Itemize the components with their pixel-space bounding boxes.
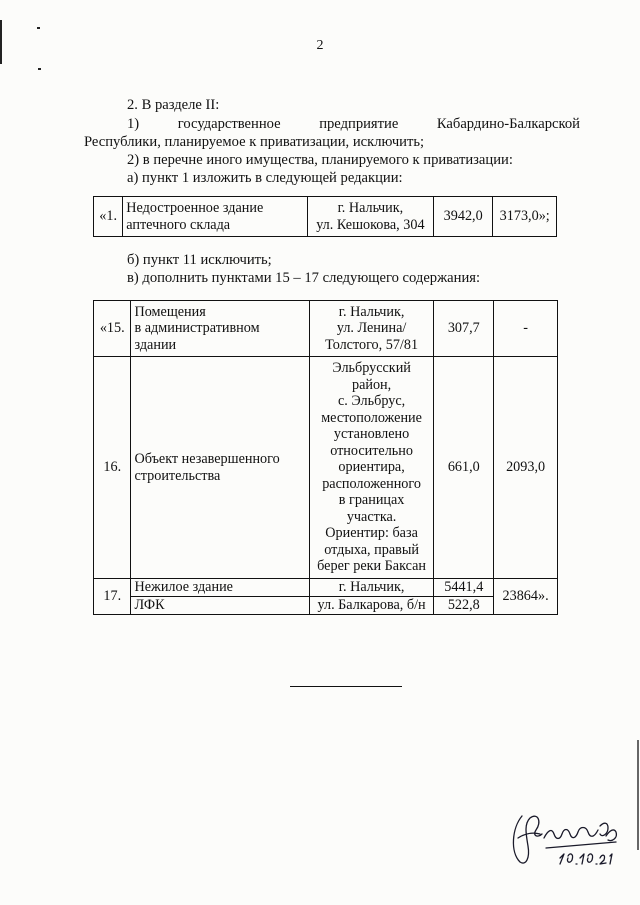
address-line: относительно xyxy=(330,442,413,459)
object-name-line: здании xyxy=(134,336,177,353)
object-name xyxy=(131,301,309,357)
object-address xyxy=(309,357,434,579)
table-row xyxy=(94,597,558,615)
address-line: в границах xyxy=(338,492,405,509)
address-line: ориентира, xyxy=(338,459,405,476)
object-name xyxy=(131,357,309,579)
table-row xyxy=(94,301,558,357)
object-name-line: аптечного склада xyxy=(126,216,231,233)
area-value: 661,0 xyxy=(434,357,494,579)
row-number: 17. xyxy=(94,579,131,615)
object-address xyxy=(309,301,434,357)
area-value: 522,8 xyxy=(434,597,494,615)
table-point-1 xyxy=(93,196,557,237)
address-line: Эльбрусский xyxy=(332,360,411,377)
address-line: местоположение xyxy=(321,409,422,426)
address-line: расположенного xyxy=(322,475,421,492)
object-address xyxy=(307,197,433,237)
address-line: г. Нальчик, xyxy=(338,303,405,320)
price-value: 2093,0 xyxy=(494,357,558,579)
address-line: берег реки Баксан xyxy=(317,558,427,575)
object-name: Нежилое здание xyxy=(131,579,309,597)
area-value: 307,7 xyxy=(434,301,494,357)
item1-word: предприятие xyxy=(319,116,399,132)
row-number: 16. xyxy=(94,357,131,579)
scan-artifact xyxy=(37,27,40,29)
handwritten-signature xyxy=(508,808,628,870)
area-value: 3942,0 xyxy=(433,197,493,237)
item-a-text: а) пункт 1 изложить в следующей редакции: xyxy=(127,170,403,186)
scan-artifact xyxy=(38,68,41,70)
address-line: с. Эльбрус, xyxy=(337,393,406,410)
table-points-15-17 xyxy=(93,300,558,615)
address-line: ул. Ленина/ xyxy=(336,320,407,337)
object-name-line: Объект незавершенного xyxy=(134,451,280,467)
area-value: 5441,4 xyxy=(434,579,494,597)
object-address: ул. Балкарова, б/н xyxy=(309,597,434,615)
address-line: г. Нальчик, xyxy=(337,200,404,216)
object-name-line: в административном xyxy=(134,320,260,337)
address-line: Ориентир: база xyxy=(325,525,418,542)
price-value: - xyxy=(494,301,558,357)
scan-artifact xyxy=(637,740,639,850)
item1-line1 xyxy=(127,116,580,133)
item1-word: государственное xyxy=(177,116,281,132)
page-number: 2 xyxy=(316,38,324,53)
address-line: установлено xyxy=(333,426,410,443)
item1-word: 1) xyxy=(127,116,140,132)
address-line: район, xyxy=(351,376,392,393)
item-b-text: б) пункт 11 исключить; xyxy=(127,252,272,268)
section-heading: 2. В разделе II: xyxy=(127,97,220,113)
address-line: ул. Кешокова, 304 xyxy=(316,216,425,233)
item-v-text: в) дополнить пунктами 15 – 17 следующего содержания: xyxy=(127,270,481,286)
price-value: 23864». xyxy=(494,579,558,615)
item2-text: 2) в перечне иного имущества, планируемого к приватизации: xyxy=(127,152,513,168)
row-number: «15. xyxy=(94,301,131,357)
object-name: ЛФК xyxy=(131,597,309,615)
item1-line2: Республики, планируемое к приватизации, исключить; xyxy=(84,134,425,150)
object-name-line: Помещения xyxy=(134,303,206,320)
address-line: отдыха, правый xyxy=(324,541,419,558)
table-row xyxy=(94,357,558,579)
table-row xyxy=(94,197,557,237)
object-name-line: строительства xyxy=(134,467,221,484)
item1-word: Кабардино-Балкарской xyxy=(436,116,580,132)
address-line: участка. xyxy=(346,508,397,525)
object-name-line: Недостроенное здание xyxy=(126,200,264,216)
price-value: 3173,0»; xyxy=(493,197,557,237)
object-address: г. Нальчик, xyxy=(309,579,434,597)
row-number: «1. xyxy=(94,197,123,237)
end-separator-line xyxy=(290,686,402,687)
table-row xyxy=(94,579,558,597)
object-name xyxy=(123,197,308,237)
address-line: Толстого, 57/81 xyxy=(325,336,419,353)
